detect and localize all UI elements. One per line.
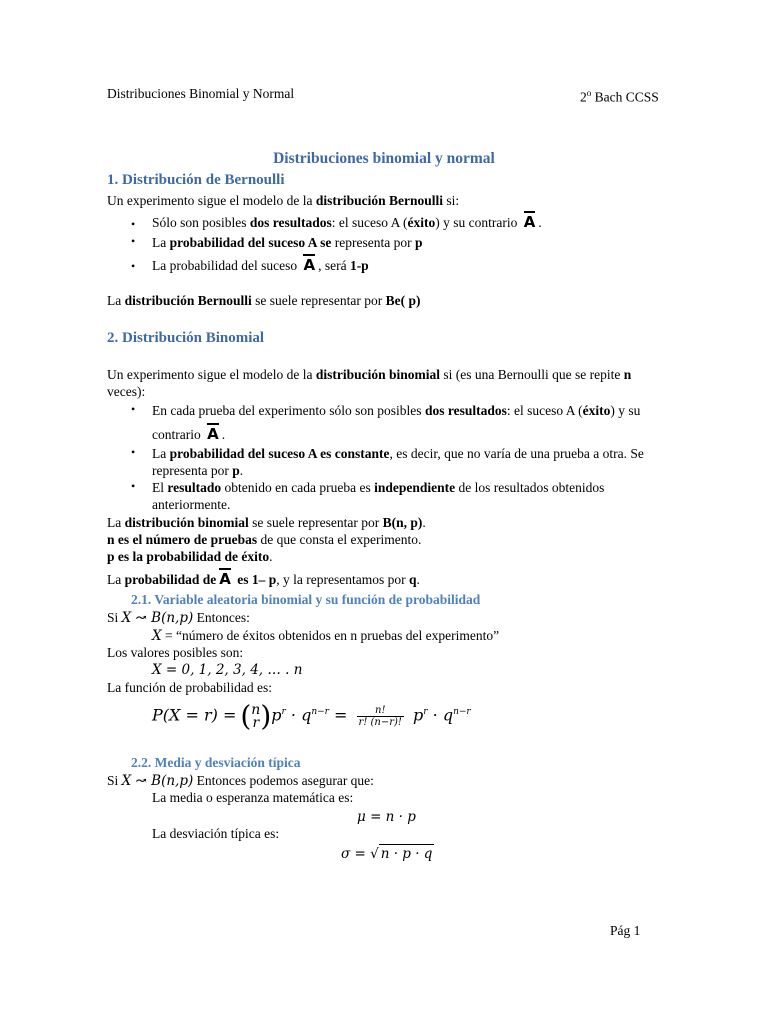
bullet-icon: •: [131, 259, 136, 273]
bullet-icon: •: [131, 445, 136, 459]
s22-std-label: La desviación típica es:: [152, 826, 280, 841]
bullet-icon: •: [131, 217, 136, 231]
page-number: Pág 1: [610, 923, 641, 938]
header-title: Distribuciones Binomial y Normal: [107, 86, 295, 101]
s1-representation: La distribución Bernoulli se suele representar por Be( p): [107, 293, 421, 308]
section-2-2-heading: 2.2. Media y desviación típica: [131, 755, 301, 770]
bullet-icon: •: [131, 234, 136, 248]
s2-intro: Un experimento sigue el modelo de la distribución binomial si (es una Bernoulli que se repite n: [107, 367, 632, 382]
section-2-1-heading: 2.1. Variable aleatoria binomial y su función de probabilidad: [131, 592, 481, 607]
s2-representation: La distribución binomial se suele representar por B(n, p).: [107, 515, 426, 530]
s21-values-label: Los valores posibles son:: [107, 645, 244, 660]
header-course: 2$^o$ Bach CCSS: [580, 88, 659, 105]
s22-std-formula: σ = √ n · p · q: [341, 846, 433, 862]
s2-bullet-3-line2: anteriormente.: [152, 497, 231, 512]
a-bar-symbol: A: [219, 570, 231, 588]
s1-bullet-3: La probabilidad del suceso A , será 1-p: [152, 256, 369, 274]
s2-p-definition: p es la probabilidad de éxito.: [107, 549, 273, 564]
s22-if-line: Si X ↝ B(n,p) Entonces podemos asegurar que:: [107, 773, 374, 789]
a-bar-symbol: A: [523, 213, 536, 231]
s2-n-definition: n es el número de pruebas de que consta el experimento.: [107, 532, 422, 547]
s2-bullet-3: El resultado obtenido en cada prueba es independiente de los resultados obtenidos: [152, 480, 605, 495]
page-title: Distribuciones binomial y normal: [273, 150, 495, 167]
s1-bullet-2: La probabilidad del suceso A se representa por p: [152, 235, 423, 250]
s2-bullet-1-line2: contrario A .: [152, 425, 226, 443]
bullet-icon: •: [131, 479, 136, 493]
a-bar-symbol: A: [207, 425, 219, 443]
s2-bullet-1: En cada prueba del experimento sólo son posibles dos resultados: el suceso A (éxito) y su: [152, 403, 641, 418]
section-2-heading: 2. Distribución Binomial: [107, 330, 265, 346]
s21-x-definition: X = “número de éxitos obtenidos en n pruebas del experimento”: [152, 628, 500, 644]
section-1-heading: 1. Distribución de Bernoulli: [107, 172, 285, 188]
a-bar-symbol: A: [303, 256, 316, 274]
s22-mean-label: La media o esperanza matemática es:: [152, 790, 354, 805]
s2-bullet-2-line2: representa por p.: [152, 463, 244, 478]
s1-bullet-1: Sólo son posibles dos resultados: el suceso A (éxito) y su contrario A .: [152, 213, 542, 231]
s21-function-label: La función de probabilidad es:: [107, 680, 272, 695]
s2-q-definition: La probabilidad de A es 1– p, y la representamos por q.: [107, 570, 420, 588]
bullet-icon: •: [131, 402, 136, 416]
s22-mean-formula: μ = n · p: [357, 809, 416, 825]
s2-bullet-2: La probabilidad del suceso A es constante, es decir, que no varía de una prueba a otra. Se: [152, 446, 644, 461]
s21-values: X = 0, 1, 2, 3, 4, … . n: [152, 662, 303, 678]
probability-formula: P(X = r) = ( n r )$p^r \cdot q^{n-r}$ = $\frac{n!}{r! (n-r)!}$ $p^r \cdot q^{n-r}$: [152, 699, 471, 733]
s1-intro: Un experimento sigue el modelo de la distribución Bernoulli si:: [107, 193, 460, 208]
s2-intro-line2: veces):: [107, 384, 146, 399]
s21-if-line: Si X ↝ B(n,p) Entonces:: [107, 610, 250, 626]
